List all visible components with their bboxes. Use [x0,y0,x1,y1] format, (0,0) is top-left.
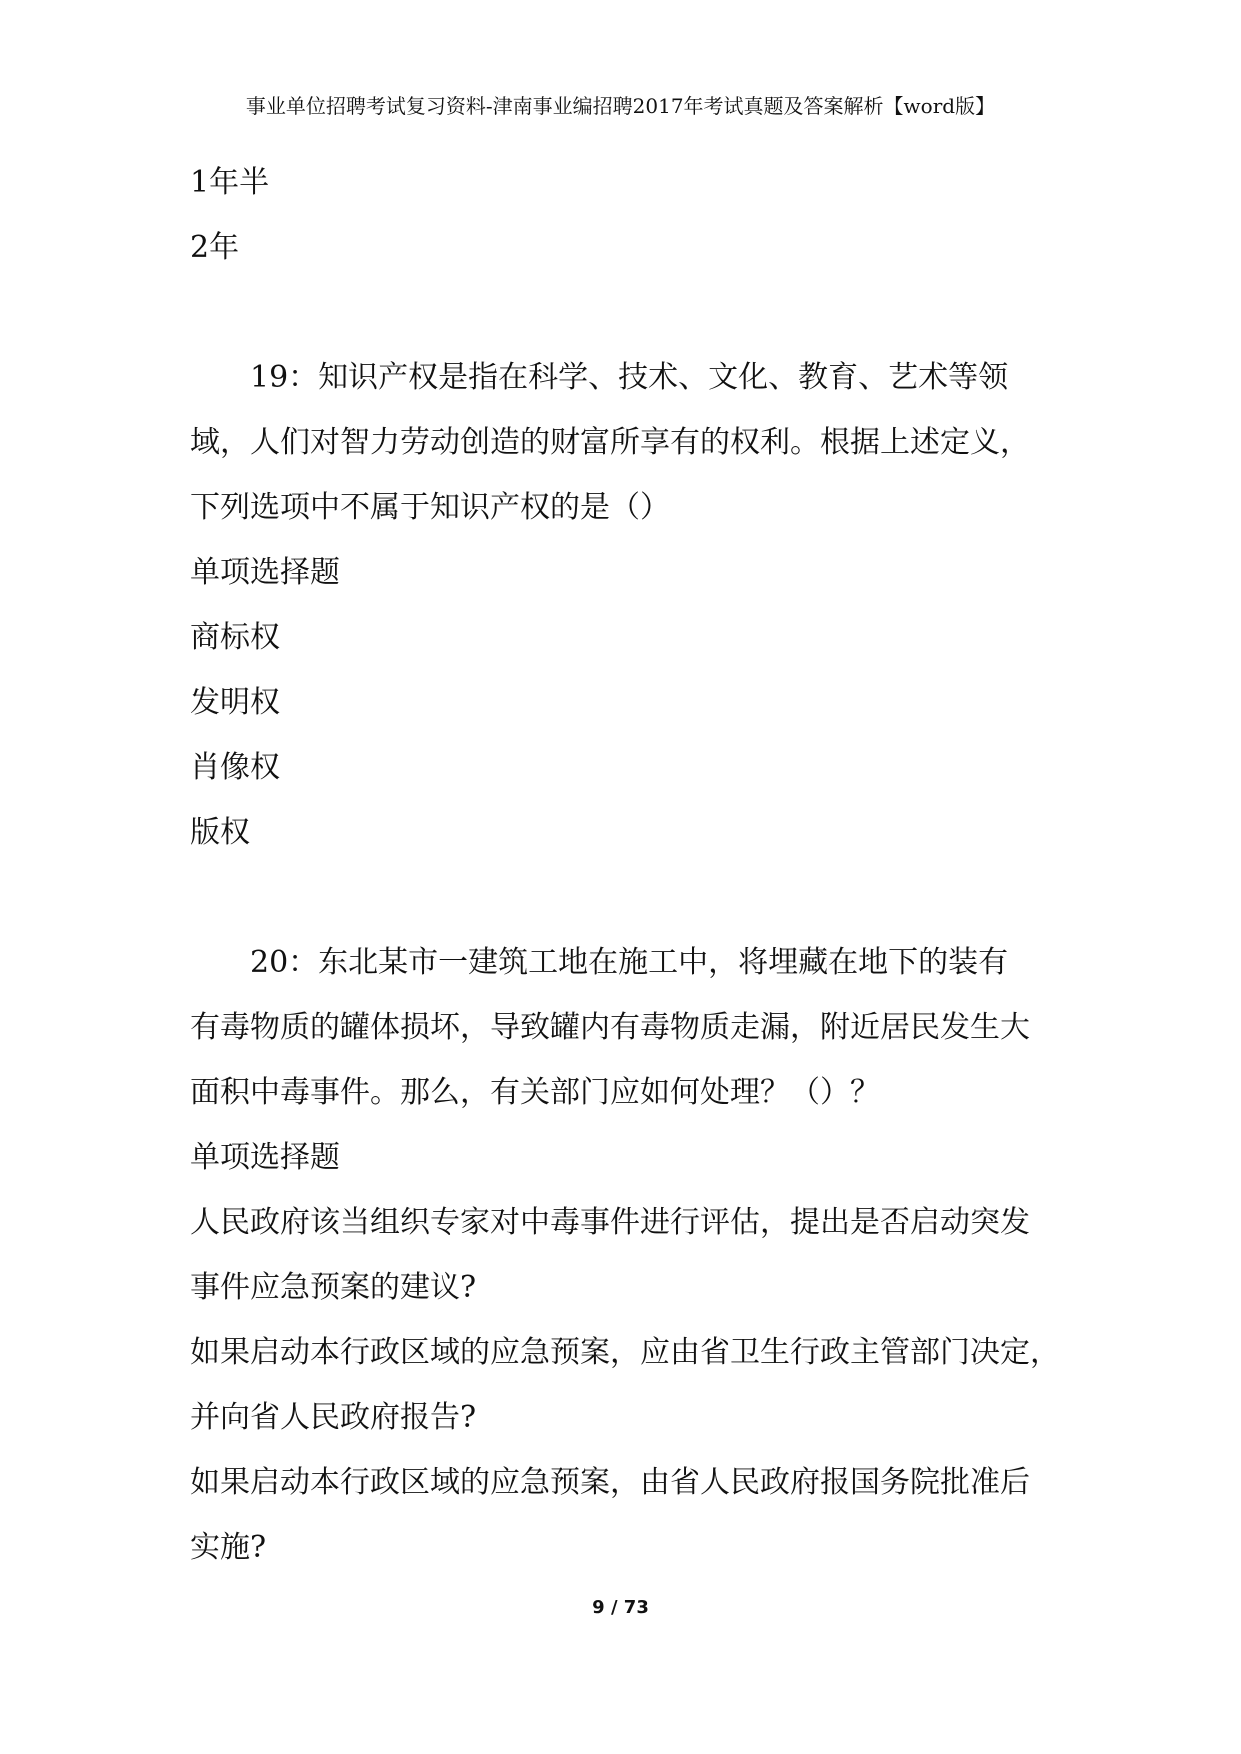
q20-option-line-2: 事件应急预案的建议? [190,1270,477,1305]
previous-option-2: 2年 [190,230,240,265]
q20-text-line-3: 面积中毒事件。那么，有关部门应如何处理？（）？ [190,1075,880,1110]
document-body [190,163,1090,1593]
q19-text-line-3: 下列选项中不属于知识产权的是（） [190,490,670,525]
q20-text-line-1: 20：东北某市一建筑工地在施工中，将埋藏在地下的装有 [250,945,1009,980]
q20-option-line-3: 如果启动本行政区域的应急预案，应由省卫生行政主管部门决定， [190,1335,1060,1370]
page-header: 事业单位招聘考试复习资料-津南事业编招聘2017年考试真题及答案解析【word版】 [245,94,996,118]
spacer [190,878,1090,943]
q20-option-line-1: 人民政府该当组织专家对中毒事件进行评估，提出是否启动突发 [190,1205,1030,1240]
q20-option-line-5: 如果启动本行政区域的应急预案，由省人民政府报国务院批准后 [190,1465,1030,1500]
previous-option-1: 1年半 [190,165,270,200]
q20-option-line-6: 实施? [190,1530,267,1565]
q19-option-3: 肖像权 [190,750,280,785]
q19-option-2: 发明权 [190,685,280,720]
q20-text-line-2: 有毒物质的罐体损坏，导致罐内有毒物质走漏，附近居民发生大 [190,1010,1030,1045]
q19-text-line-2: 域，人们对智力劳动创造的财富所享有的权利。根据上述定义， [190,425,1030,460]
q19-type-label: 单项选择题 [190,555,340,590]
q19-option-4: 版权 [190,815,250,850]
q20-option-line-4: 并向省人民政府报告? [190,1400,477,1435]
q19-option-1: 商标权 [190,620,280,655]
q20-type-label: 单项选择题 [190,1140,340,1175]
page-number: 9 / 73 [592,1597,649,1618]
spacer [190,293,1090,358]
q19-text-line-1: 19：知识产权是指在科学、技术、文化、教育、艺术等领 [250,360,1009,395]
